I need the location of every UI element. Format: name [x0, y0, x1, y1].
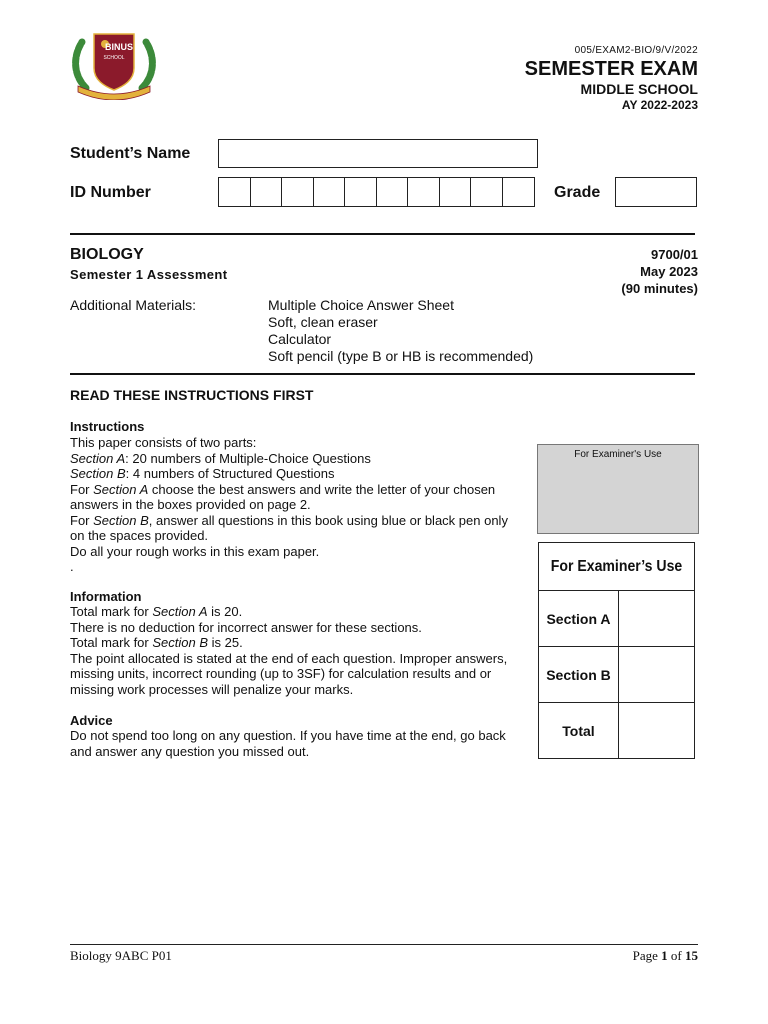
instructions-intro: This paper consists of two parts: — [70, 435, 257, 450]
info-total-a: Total mark for Section A is 20. — [70, 604, 243, 619]
footer-course: Biology 9ABC P01 — [70, 948, 172, 963]
paper-code: 9700/01 — [651, 247, 698, 262]
section-a-ref: Section A — [70, 450, 126, 466]
student-name-field[interactable] — [218, 139, 538, 168]
id-digit-cell[interactable] — [282, 178, 314, 206]
document-code: 005/EXAM2-BIO/9/V/2022 — [574, 45, 698, 56]
exam-date: May 2023 — [640, 264, 698, 279]
info-no-deduction: There is no deduction for incorrect answer for these sections. — [70, 619, 422, 635]
score-row-label: Total — [539, 703, 619, 759]
section-b-desc: : 4 numbers of Structured Questions — [125, 466, 335, 481]
score-cell-section-b[interactable] — [619, 647, 695, 703]
id-digit-cell[interactable] — [471, 178, 503, 206]
grade-field[interactable] — [615, 177, 697, 207]
id-digit-cell[interactable] — [314, 178, 346, 206]
information-heading: Information — [70, 589, 142, 604]
section-a-ref: Section A — [152, 604, 208, 619]
examiner-table-title: For Examiner’s Use — [550, 558, 683, 575]
id-digit-cell[interactable] — [345, 178, 377, 206]
advice-heading: Advice — [70, 713, 113, 728]
material-item: Soft pencil (type B or HB is recommended) — [268, 348, 534, 364]
information-body — [70, 604, 525, 697]
advice-body: Do not spend too long on any question. If you have time at the end, go back and answer any question you missed out. — [70, 728, 506, 759]
material-item: Soft, clean eraser — [268, 314, 378, 330]
assessment-name: Semester 1 Assessment — [70, 267, 228, 282]
examiner-table-header — [539, 543, 695, 591]
id-digit-cell[interactable] — [440, 178, 472, 206]
id-digit-cell[interactable] — [503, 178, 535, 206]
score-cell-total[interactable] — [619, 703, 695, 759]
instructions-section-a — [70, 451, 525, 467]
score-cell-section-a[interactable] — [619, 591, 695, 647]
section-b-ref: Section B — [93, 512, 149, 528]
exam-duration: (90 minutes) — [621, 281, 698, 296]
grade-label: Grade — [554, 184, 601, 201]
logo-text: BINUS — [104, 42, 134, 52]
section-b-ref: Section B — [152, 635, 209, 650]
score-row-label: Section B — [539, 647, 619, 703]
material-item: Calculator — [268, 331, 332, 347]
student-name-label: Student’s Name — [70, 145, 191, 162]
info-points: The point allocated is stated at the end of each question. Improper answers, missing units, incorrect rounding (up to 3SF) for calculation results and or missing work processes will penalize your marks. — [70, 650, 508, 697]
logo-subtext: SCHOOL — [103, 55, 125, 61]
id-digit-cell[interactable] — [377, 178, 409, 206]
materials-list — [268, 297, 533, 365]
footer-page: Page 1 of 15 — [632, 948, 698, 963]
page-total: 15 — [685, 948, 698, 963]
subject-name: BIOLOGY — [70, 246, 144, 263]
footer-divider — [70, 944, 698, 945]
instructions-for-a: For Section A choose the best answers and write the letter of your chosen answers in the boxes provided on page 2. — [70, 481, 496, 512]
materials-label: Additional Materials: — [70, 297, 197, 313]
examiner-use-box — [537, 444, 699, 534]
exam-title: SEMESTER EXAM — [524, 58, 698, 80]
info-total-b: Total mark for Section B is 25. — [70, 635, 243, 650]
section-a-desc: : 20 numbers of Multiple-Choice Questions — [125, 450, 371, 466]
material-item: Multiple Choice Answer Sheet — [268, 297, 454, 313]
examiner-use-small-title: For Examiner's Use — [574, 449, 662, 460]
read-first-heading: READ THESE INSTRUCTIONS FIRST — [70, 387, 314, 403]
academic-year: AY 2022-2023 — [621, 98, 698, 112]
school-logo — [70, 28, 158, 100]
section-a-ref: Section A — [93, 481, 149, 497]
instructions-heading: Instructions — [70, 419, 145, 434]
section-b-ref: Section B — [70, 466, 126, 481]
instructions-body — [70, 435, 525, 575]
instructions-section-b — [70, 466, 525, 482]
id-digit-cell[interactable] — [251, 178, 283, 206]
id-digit-cell[interactable] — [408, 178, 440, 206]
instructions-for-b: For Section B, answer all questions in this book using blue or black pen only on the spaces provided. — [70, 512, 508, 543]
id-number-field[interactable] — [218, 177, 535, 207]
school-level: MIDDLE SCHOOL — [580, 81, 698, 97]
id-digit-cell[interactable] — [219, 178, 251, 206]
instructions-dot: . — [70, 559, 74, 574]
examiner-score-table — [538, 542, 695, 759]
score-row-label: Section A — [539, 591, 619, 647]
instructions-rough: Do all your rough works in this exam paper. — [70, 543, 320, 559]
page-number: 1 — [661, 948, 668, 963]
divider-middle — [70, 373, 695, 375]
id-number-label: ID Number — [70, 184, 151, 201]
divider-top — [70, 233, 695, 235]
